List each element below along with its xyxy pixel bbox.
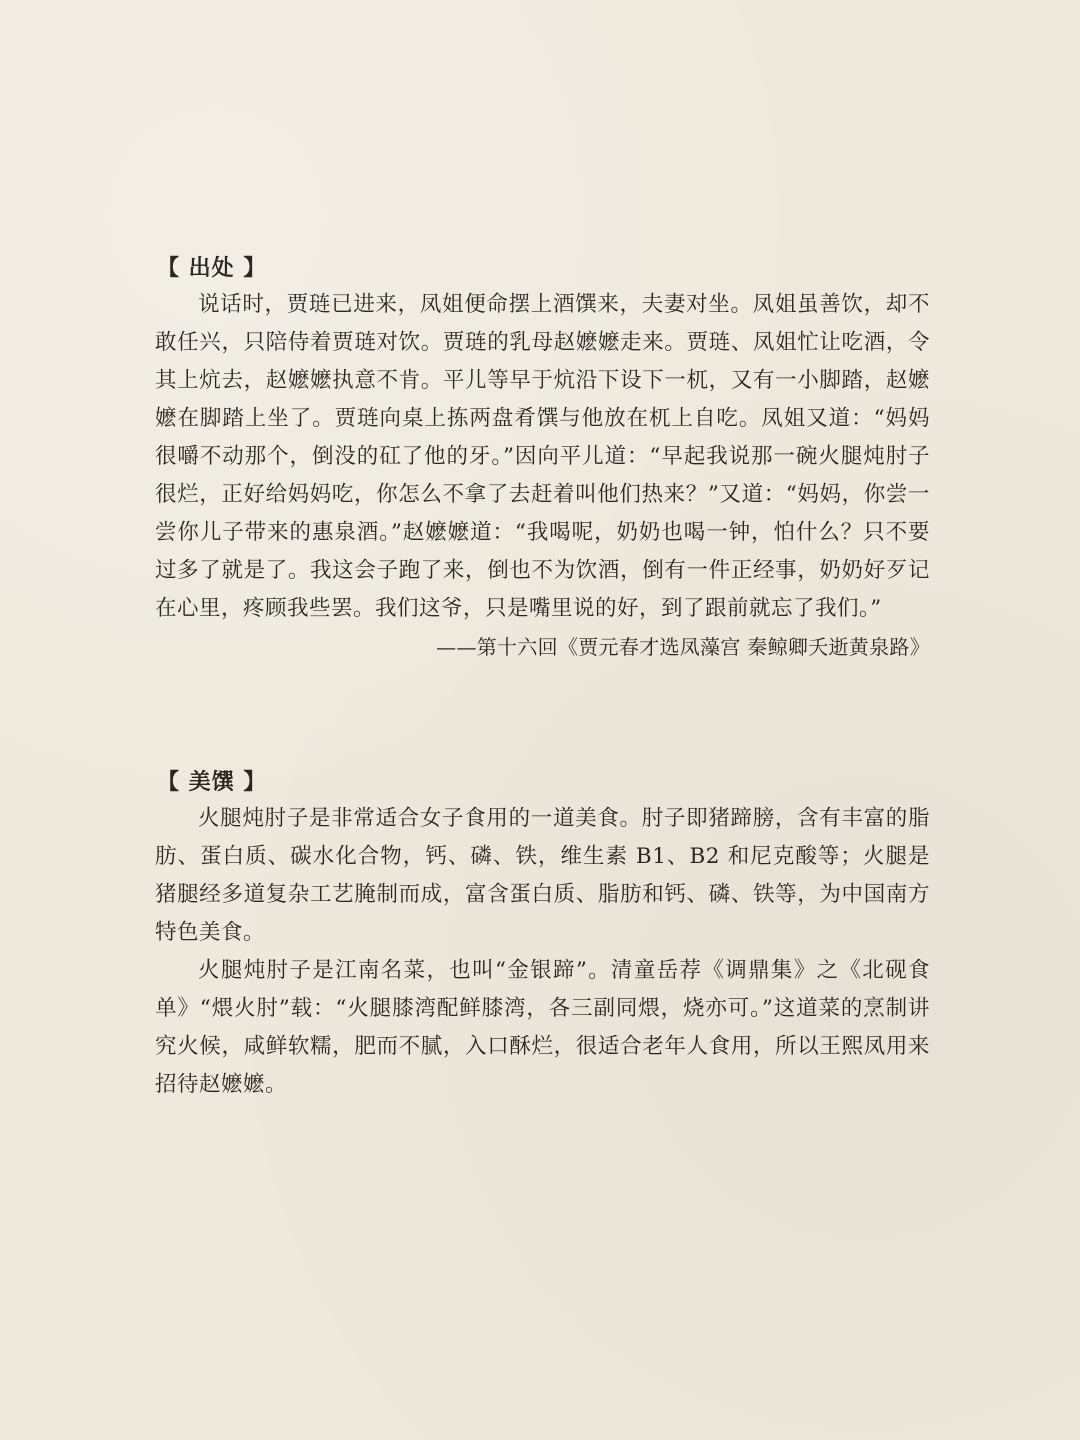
source-section (155, 250, 930, 666)
dish-paragraph-2: 火腿炖肘子是江南名菜，也叫“金银蹄”。清童岳荐《调鼎集》之《北砚食单》“煨火肘”载：“火腿膝湾配鲜膝湾，各三副同煨，烧亦可。”这道菜的烹制讲究火候，咸鲜软糯，肥而不腻，入口酥烂，很适合老年人食用，所以王熙凤用来招待赵嬷嬷。 (155, 958, 930, 1097)
section-title-dish: 【 美馔 】 (157, 769, 267, 795)
source-citation: ——第十六回《贾元春才选凤藻宫 秦鲸卿夭逝黄泉路》 (436, 635, 930, 659)
dish-section (155, 764, 930, 1104)
document-page (155, 250, 930, 1104)
section-title-source: 【 出处 】 (157, 255, 267, 281)
dish-paragraph-1: 火腿炖肘子是非常适合女子食用的一道美食。肘子即猪蹄膀，含有丰富的脂肪、蛋白质、碳水化合物，钙、磷、铁，维生素 B1、B2 和尼克酸等；火腿是猪腿经多道复杂工艺腌制而成，富含蛋白质、脂肪和钙、磷、铁等，为中国南方特色美食。 (155, 806, 930, 945)
source-paragraph: 说话时，贾琏已进来，凤姐便命摆上酒馔来，夫妻对坐。凤姐虽善饮，却不敢任兴，只陪侍着贾琏对饮。贾琏的乳母赵嬷嬷走来。贾琏、凤姐忙让吃酒，令其上炕去，赵嬷嬷执意不肯。平儿等早于炕沿下设下一杌，又有一小脚踏，赵嬷嬷在脚踏上坐了。贾琏向桌上拣两盘肴馔与他放在杌上自吃。凤姐又道：“妈妈很嚼不动那个，倒没的矼了他的牙。”因向平儿道：“早起我说那一碗火腿炖肘子很烂，正好给妈妈吃，你怎么不拿了去赶着叫他们热来？”又道：“妈妈，你尝一尝你儿子带来的惠泉酒。”赵嬷嬷道：“我喝呢，奶奶也喝一钟，怕什么？只不要过多了就是了。我这会子跑了来，倒也不为饮酒，倒有一件正经事，奶奶好歹记在心里，疼顾我些罢。我们这爷，只是嘴里说的好，到了跟前就忘了我们。” (155, 292, 930, 621)
section-divider-space (155, 666, 930, 764)
